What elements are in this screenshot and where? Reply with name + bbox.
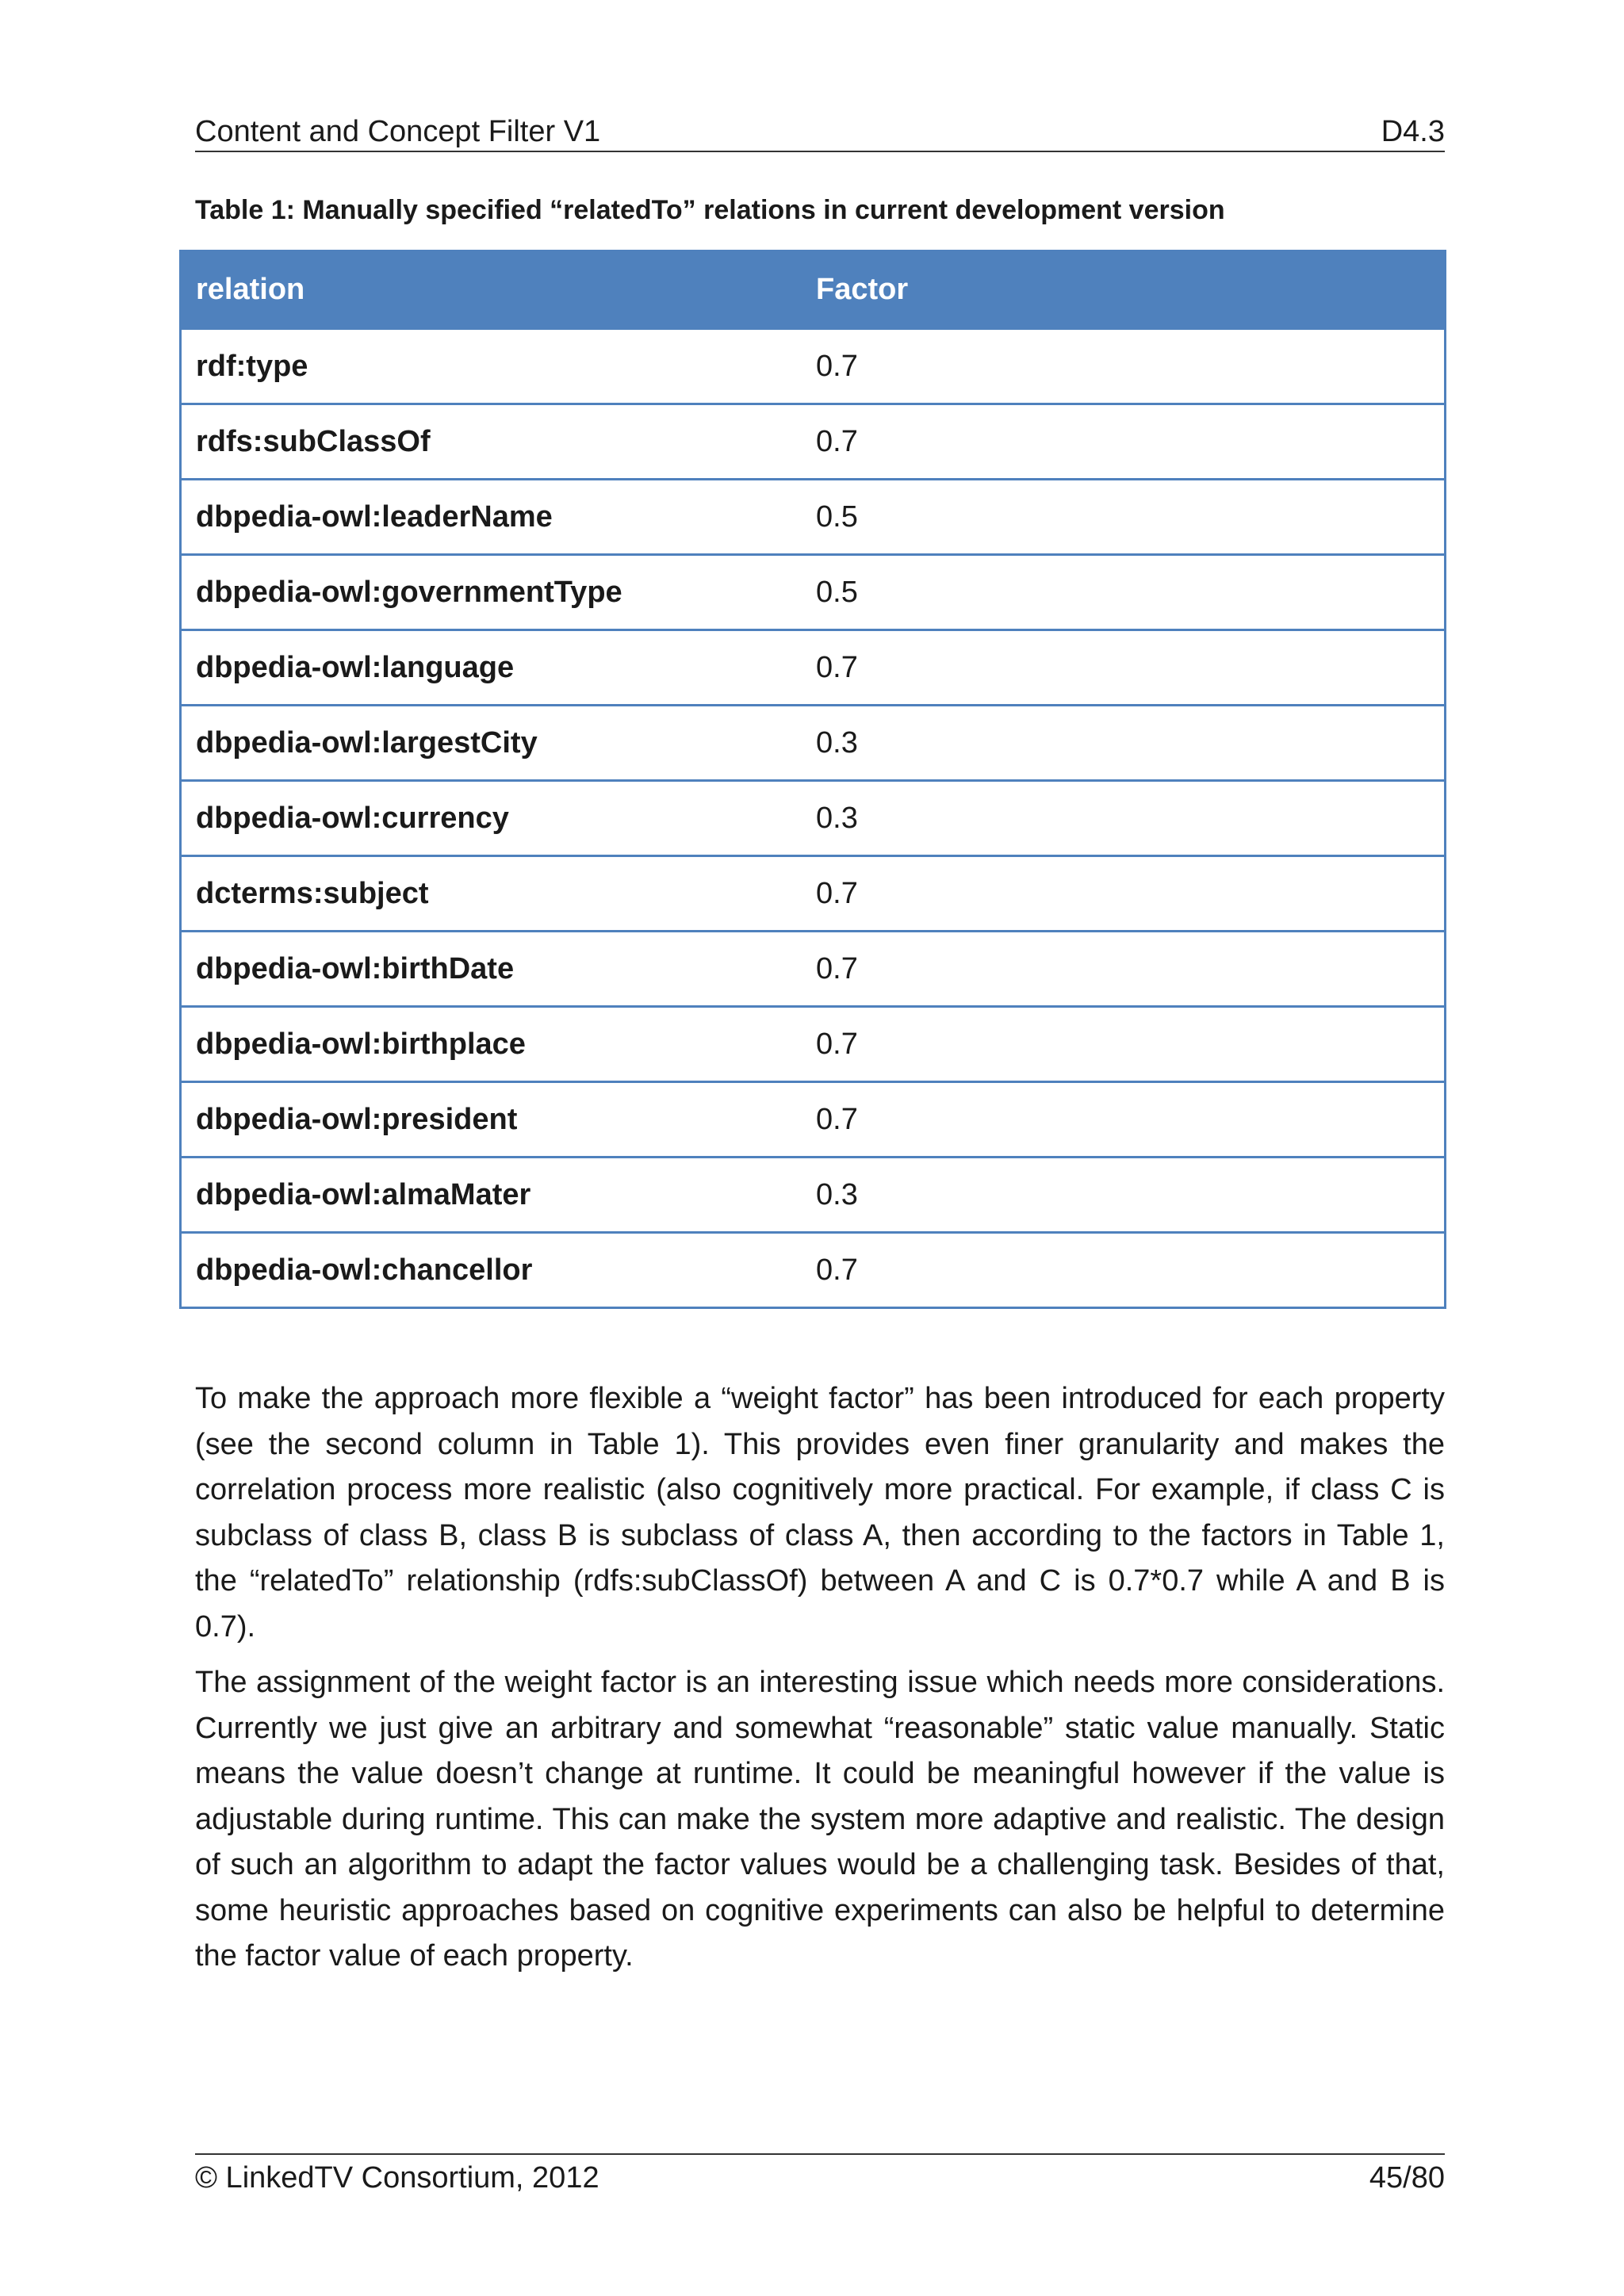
table-row xyxy=(182,930,1444,1005)
factor-cell: 0.7 xyxy=(816,1253,858,1287)
column-header-relation: relation xyxy=(196,273,305,306)
deliverable-id: D4.3 xyxy=(1381,115,1445,148)
paragraph: The assignment of the weight factor is an interesting issue which needs more considerations. Currently we just give an arbitrary and somewhat “reasonable” static value manually. Static means the value doesn’t change at runtime. It could be meaningful however if the value is adjustable during runtime. This can make the system more adaptive and realistic. The design of such an algorithm to adapt the factor values would be a challenging task. Besides of that, some heuristic approaches based on cognitive experiments can also be helpful to determine the factor value of each property. xyxy=(195,1666,1445,1973)
relation-cell: rdf:type xyxy=(196,349,308,383)
table-row xyxy=(182,1156,1444,1231)
table-row xyxy=(182,403,1444,478)
table-row xyxy=(182,327,1444,403)
factor-cell: 0.7 xyxy=(816,951,858,985)
page-number: 45/80 xyxy=(1369,2161,1445,2195)
table-row xyxy=(182,629,1444,704)
relation-cell: dbpedia-owl:president xyxy=(196,1102,518,1136)
factor-cell: 0.7 xyxy=(816,1102,858,1136)
table-body xyxy=(182,327,1444,1307)
relations-table xyxy=(179,250,1446,1309)
factor-cell: 0.7 xyxy=(816,1027,858,1061)
relation-cell: rdfs:subClassOf xyxy=(196,424,431,458)
table-row xyxy=(182,779,1444,855)
factor-cell: 0.3 xyxy=(816,801,858,835)
paragraph: To make the approach more flexible a “weight factor” has been introduced for each property (see the second column in Table 1). This provides even finer granularity and makes the correlation process more realistic (also cognitively more practical. For example, if class C is subclass of class B, class B is subclass of class A, then according to the factors in Table 1, the “relatedTo” relationship (rdfs:subClassOf) between A and C is 0.7*0.7 while A and B is 0.7). xyxy=(195,1382,1445,1644)
copyright: © LinkedTV Consortium, 2012 xyxy=(195,2161,599,2195)
table-header-row xyxy=(182,252,1444,327)
table-row xyxy=(182,1081,1444,1156)
relation-cell: dbpedia-owl:currency xyxy=(196,801,509,835)
factor-cell: 0.3 xyxy=(816,1177,858,1211)
page-footer xyxy=(195,2153,1445,2195)
column-header-factor: Factor xyxy=(816,273,909,306)
table-row xyxy=(182,1231,1444,1307)
factor-cell: 0.7 xyxy=(816,876,858,910)
document-title: Content and Concept Filter V1 xyxy=(195,115,601,148)
page-header xyxy=(195,111,1445,152)
relation-cell: dbpedia-owl:chancellor xyxy=(196,1253,533,1287)
relation-cell: dbpedia-owl:almaMater xyxy=(196,1177,531,1211)
relation-cell: dbpedia-owl:largestCity xyxy=(196,725,538,760)
relation-cell: dbpedia-owl:language xyxy=(196,650,515,684)
table-row xyxy=(182,1005,1444,1081)
relation-cell: dbpedia-owl:governmentType xyxy=(196,575,622,609)
factor-cell: 0.7 xyxy=(816,349,858,383)
factor-cell: 0.5 xyxy=(816,575,858,609)
factor-cell: 0.7 xyxy=(816,650,858,684)
factor-cell: 0.3 xyxy=(816,725,858,760)
relation-cell: dcterms:subject xyxy=(196,876,429,910)
relation-cell: dbpedia-owl:birthplace xyxy=(196,1027,526,1061)
table-row xyxy=(182,704,1444,779)
table-row xyxy=(182,553,1444,629)
table-row xyxy=(182,478,1444,553)
table-row xyxy=(182,855,1444,930)
table-caption: Table 1: Manually specified “relatedTo” relations in current development version xyxy=(195,195,1225,225)
factor-cell: 0.5 xyxy=(816,499,858,534)
relation-cell: dbpedia-owl:birthDate xyxy=(196,951,515,985)
relation-cell: dbpedia-owl:leaderName xyxy=(196,499,553,534)
factor-cell: 0.7 xyxy=(816,424,858,458)
